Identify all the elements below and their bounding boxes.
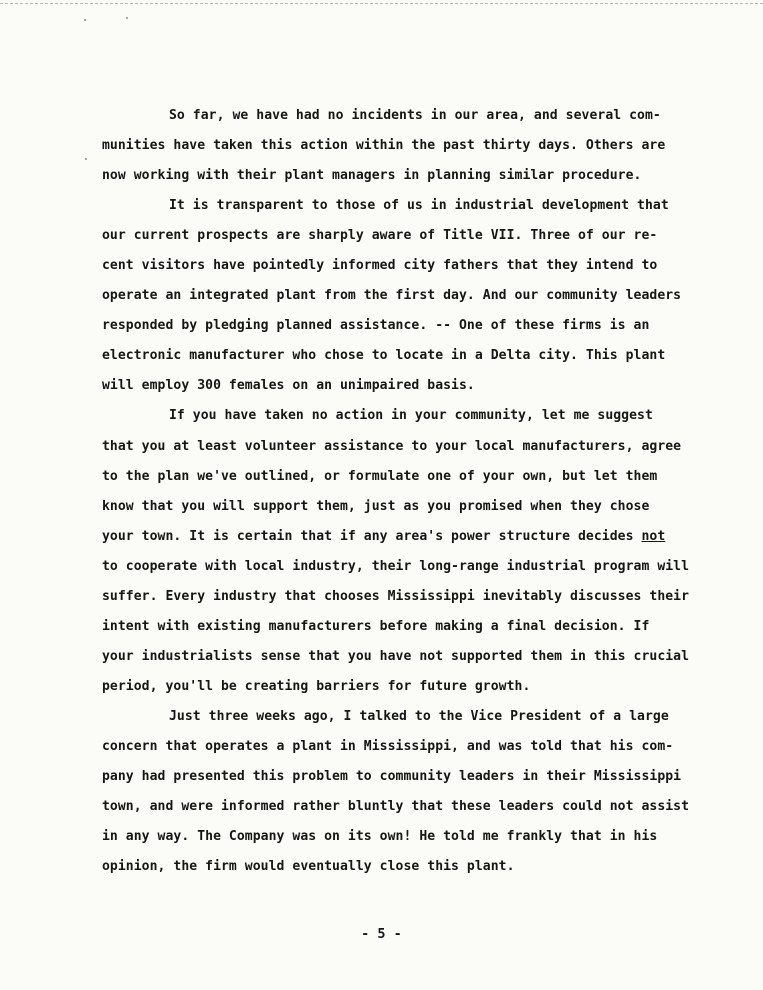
text-line: to cooperate with local industry, their long-range industrial program will <box>102 558 690 574</box>
text-line <box>102 522 672 552</box>
underlined-word: not <box>641 528 666 544</box>
text-line: If you have taken no action in your community, let me suggest <box>169 408 653 424</box>
scan-speck <box>85 158 87 160</box>
scan-speck <box>126 17 128 19</box>
text-line: in any way. The Company was on its own! He told me frankly that in his <box>102 829 658 845</box>
text-line: to the plan we've outlined, or formulate one of your own, but let them <box>102 468 658 484</box>
text-line: Just three weeks ago, I talked to the Vice President of a large <box>169 708 669 724</box>
text-line: our current prospects are sharply aware of Title VII. Three of our re- <box>102 228 658 244</box>
text-line: munities have taken this action within the past thirty days. Others are <box>102 138 666 154</box>
paragraph-3 <box>102 401 690 701</box>
text-line: will employ 300 females on an unimpaired basis. <box>102 378 475 394</box>
text-line: know that you will support them, just as you promised when they chose <box>102 498 650 514</box>
text-line: concern that operates a plant in Mississippi, and was told that his com- <box>102 738 674 754</box>
text-line: period, you'll be creating barriers for future growth. <box>102 678 531 694</box>
text-line: suffer. Every industry that chooses Mississippi inevitably discusses their <box>102 588 690 604</box>
text-line: opinion, the firm would eventually close this plant. <box>102 859 515 875</box>
document-body <box>102 101 690 882</box>
text-line: your industrialists sense that you have not supported them in this crucial <box>102 648 690 664</box>
paragraph-1 <box>102 101 672 191</box>
text-line: So far, we have had no incidents in our area, and several com- <box>169 108 661 123</box>
text-line: town, and were informed rather bluntly that these leaders could not assist <box>102 799 690 815</box>
text-line: electronic manufacturer who chose to locate in a Delta city. This plant <box>102 348 666 364</box>
text-line: intent with existing manufacturers before making a final decision. If <box>102 618 650 634</box>
text-line: responded by pledging planned assistance. -- One of these firms is an <box>102 318 650 334</box>
page-number: - 5 - <box>361 926 402 942</box>
text-line: now working with their plant managers in planning similar procedure. <box>102 168 642 184</box>
text-line: pany had presented this problem to community leaders in their Mississippi <box>102 769 682 785</box>
paragraph-4 <box>102 702 690 882</box>
text-span: your town. It is certain that if any area's power structure decides <box>102 528 642 544</box>
paragraph-2 <box>102 191 682 401</box>
text-line: cent visitors have pointedly informed city fathers that they intend to <box>102 258 658 274</box>
page-top-edge <box>0 3 763 4</box>
text-line: that you at least volunteer assistance to your local manufacturers, agree <box>102 438 682 454</box>
text-line: operate an integrated plant from the first day. And our community leaders <box>102 288 682 304</box>
text-line: It is transparent to those of us in industrial development that <box>169 198 669 214</box>
scan-speck <box>84 19 86 21</box>
